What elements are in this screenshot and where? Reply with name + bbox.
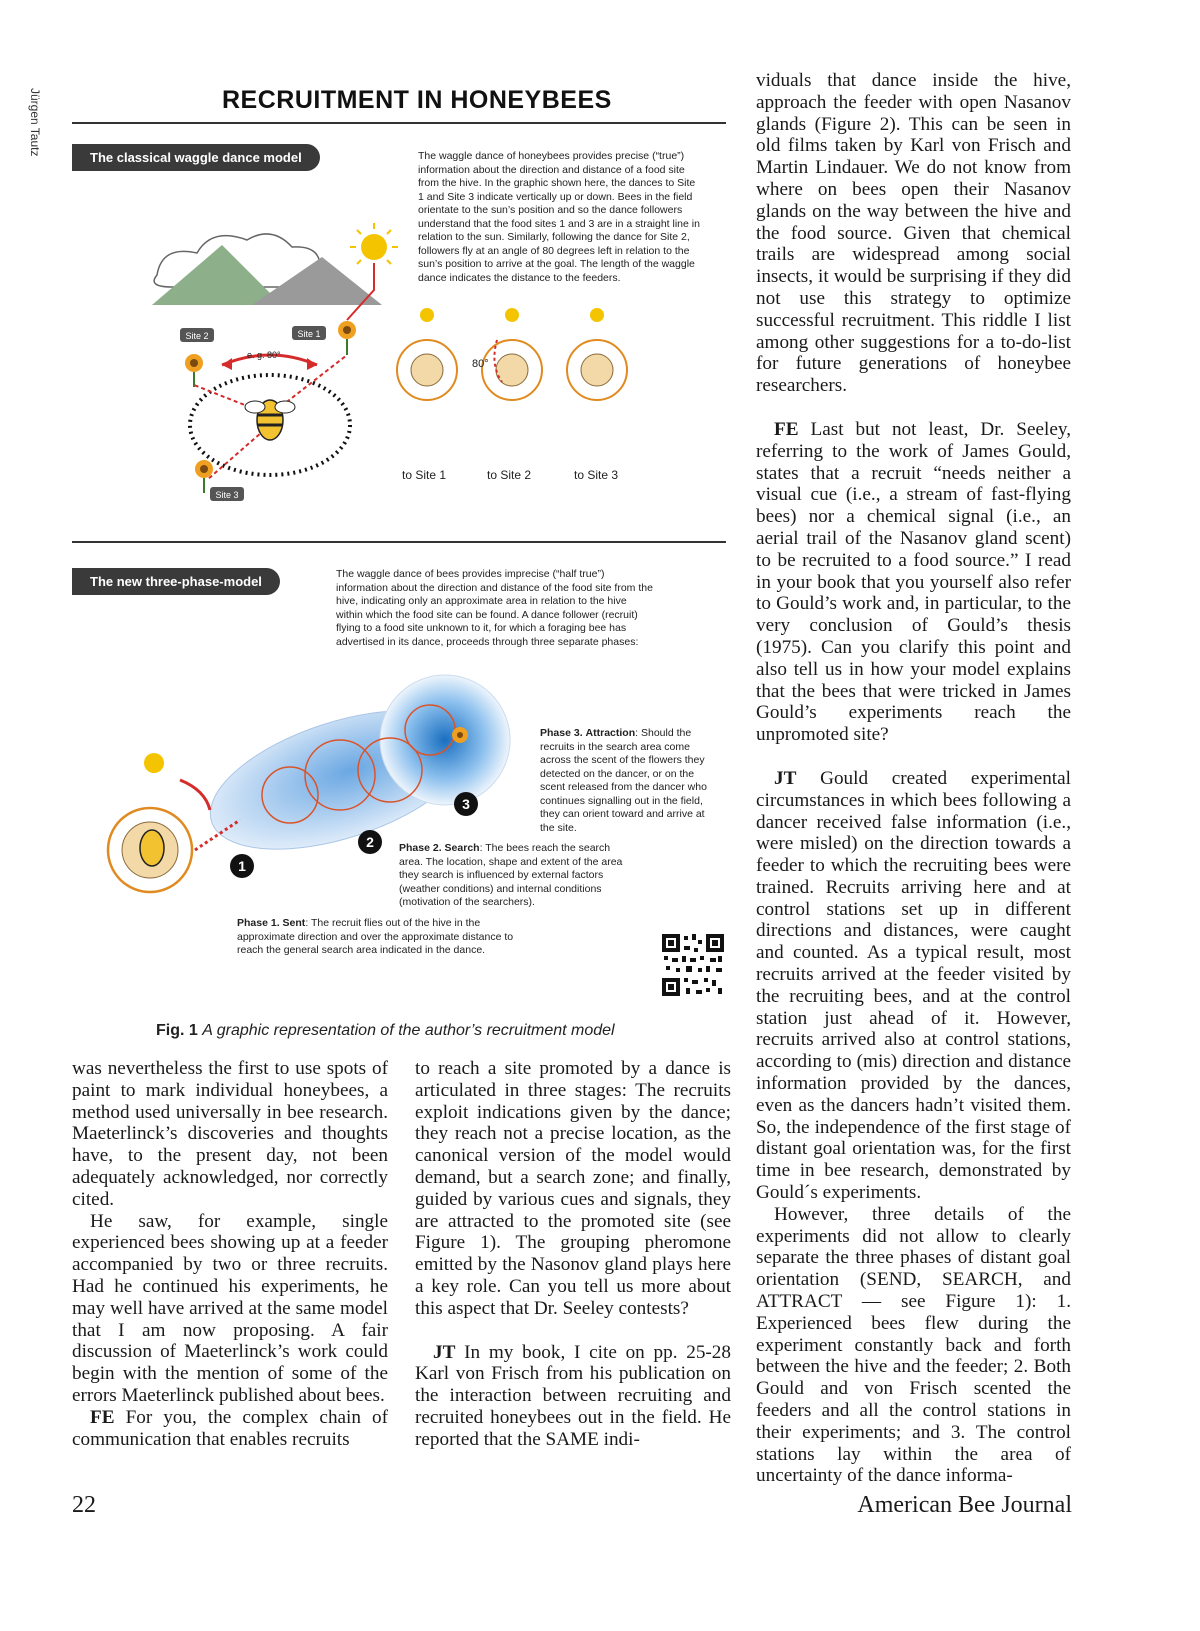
- middle-paragraph-2: JT In my book, I cite on pp. 25-28 Karl von Frisch from his publication on the interaction between recruiting and recruited honeybees out in the field. He reported that the SAME indi-: [415, 1341, 731, 1450]
- journal-name: American Bee Journal: [857, 1492, 1072, 1518]
- phase1-marker: [230, 854, 254, 878]
- left-paragraph-2: He saw, for example, single experienced bees showing up at a feeder accompanied by two or three recruits. Had he continued his experiments, he may well have arrived at the same model that I am now proposing. A fair discussion of Maeterlinck’s work could begin with the mention of some of the errors Maeterlinck published about bees.: [72, 1210, 388, 1406]
- comb-panel-site3: [567, 308, 627, 400]
- column-middle: [415, 1058, 731, 1451]
- to-site2-label: to Site 2: [487, 468, 532, 482]
- flower-site1-icon: [338, 321, 356, 355]
- site2-label: Site 2: [185, 331, 209, 341]
- right-paragraph-3: JT Gould created experimental circumstances in which bees following a dancer received false information (i.e., were misled) on the direction towards a feeder to which the recruiting bees were trained. Recruits arriving here and at control stations set up in different directions and distances, were caught and counted. As a typical result, most recruits arrived at the feeder visited by the recruiting bees, and at the control station just ahead of it. However, recruits arrived also at control stations, according to (mis) direction and distance information provided by the dances, even as the dancers hadn’t visited them. So, the independence of the first stage of distant goal orientation was, for the first time in bee research, demonstrated by Gould´s experiments.: [756, 767, 1071, 1204]
- right-paragraph-2: FE Last but not least, Dr. Seeley, referring to the work of James Gould, states that a recruit “needs neither a visual cue (i.e., a stream of fast-flying bees) nor a chemical signal (i.e., an aerial trail of the Nasanov gland scent) to be recruited to a food source.” I read in your book that you yourself also refer to Gould’s work and, in particular, to the very conclusion of Gould’s thesis (1975). Can you clarify this point and also tell us in how your model explains that the bees that were tricked in James Gould’s experiments reach the unpromoted site?: [756, 418, 1071, 746]
- right-paragraph-1: viduals that dance inside the hive, approach the feeder with open Nasanov glands (Figure 2). This can be seen in old films taken by Karl von Frisch and Martin Lindauer. We do not know from where on bees open their Nasanov glands on the way between the hive and the food source. Given that chemical trails are widespread among social insects, it would be surprising if they did not use this strategy to optimize successful recruitment. This riddle I list among other suggestions for a to-do-list for future generations of honeybee researchers.: [756, 70, 1071, 397]
- right-paragraph-4: However, three details of the experiments did not allow to clearly separate the three phases of distant goal orientation (SEND, SEARCH, and ATTRACT — see Figure 1): 1. Experienced bees flew during the experiment constantly back and forth between the hive and the feeder; 2. Both Gould and von Frisch scented the feeders and all the control stations in their experiments; and 3. The control stations lay within the area of uncertainty of the dance informa-: [756, 1203, 1071, 1487]
- to-site3-label: to Site 3: [574, 468, 619, 482]
- phase3-marker: [454, 792, 478, 816]
- page-number: 22: [72, 1492, 96, 1518]
- column-right: [756, 70, 1071, 1487]
- angle-label-mid: 80°: [472, 358, 489, 370]
- angle-label-left: e. g. 80°: [247, 350, 281, 360]
- classic-model-description: The waggle dance of honeybees provides precise (“true”) information about the direction and distance of a food site from the hive. In the graphic shown here, the dances to Site 1 and Site 3 indicate vertically up or down. Bees in the field orientate to the sun’s position and so the dance followers understand that the food sites 1 and 3 are in a straight line in relation to the sun. Similarly, following the dance for Site 2, followers fly at an angle of 80 degrees left in relation to the sun’s position to arrive at the goal. The length of the waggle dance indicates the distance to the feeders.: [418, 150, 700, 284]
- figure-caption: Fig. 1 A graphic representation of the author’s recruitment model: [156, 1022, 615, 1039]
- to-site1-label: to Site 1: [402, 468, 447, 482]
- svg-text:3: 3: [462, 796, 470, 812]
- figure-section-rule: [72, 541, 726, 543]
- site3-label: Site 3: [215, 490, 239, 500]
- phase1-description: Phase 1. Sent: The recruit flies out of the hive in the approximate direction and over the approximate distance to reach the general search area indicated in the dance.: [237, 917, 514, 956]
- svg-text:2: 2: [366, 834, 374, 850]
- phase2-description: Phase 2. Search: The bees reach the search area. The location, shape and extent of the area they search is influenced by external factors (weather conditions) and internal conditions (motivation of the searchers).: [399, 842, 623, 908]
- column-left: [72, 1058, 388, 1450]
- qr-code-icon[interactable]: [660, 932, 726, 998]
- middle-paragraph-1: to reach a site promoted by a dance is articulated in three stages: The recruits exploit indications given by the dance; they reach not a precise location, as the canonical version of the model would demand, but a search zone; and finally, guided by various cues and signals, they are attracted to the promoted site (see Figure 1). The grouping pheromone emitted by the Nasonov gland plays here a key role. Can you tell us more about this aspect that Dr. Seeley contests?: [415, 1058, 731, 1319]
- figure-title-rule: [72, 122, 726, 124]
- waggle-dance-illustration: [72, 215, 732, 515]
- bee-icon: [245, 400, 295, 440]
- flower-site2-icon: [185, 354, 203, 387]
- svg-text:1: 1: [238, 858, 246, 874]
- left-paragraph-1: was nevertheless the first to use spots of paint to mark individual honeybees, a method used universally in bee research. Maeterlinck’s discoveries and thoughts have, to the present day, not been adequately acknowledged, nor correctly cited.: [72, 1058, 388, 1210]
- comb-panel-site2: [482, 308, 542, 400]
- comb-panel-site1: [397, 308, 457, 400]
- site1-label: Site 1: [297, 329, 321, 339]
- flower-target-icon: [452, 727, 468, 743]
- author-credit: Jürgen Tautz: [28, 88, 42, 157]
- new-model-heading: The new three-phase-model: [72, 568, 280, 595]
- phase2-marker: [358, 830, 382, 854]
- left-paragraph-3: FE For you, the complex chain of communication that enables recruits: [72, 1406, 388, 1450]
- phase3-description: Phase 3. Attraction: Should the recruits in the search area come across the scent of the flowers they detected on the dancer, or on the scent released from the dancer who continues signalling out in the field, they can orient toward and arrive at the site.: [540, 727, 707, 834]
- classic-model-heading: The classical waggle dance model: [72, 144, 320, 171]
- hive-comb-icon: [108, 808, 192, 892]
- sun-small-icon: [144, 753, 164, 773]
- new-model-description: The waggle dance of bees provides imprecise (“half true”) information about the direction and distance of the food site from the hive, indicating only an approximate area in relation to the hive within which the food site can be found. A dance follower (recruit) flying to a food site unknown to it, for which a foraging bee has advertised in its dance, proceeds through three separate phases:: [336, 568, 653, 648]
- figure-title: RECRUITMENT IN HONEYBEES: [222, 86, 612, 114]
